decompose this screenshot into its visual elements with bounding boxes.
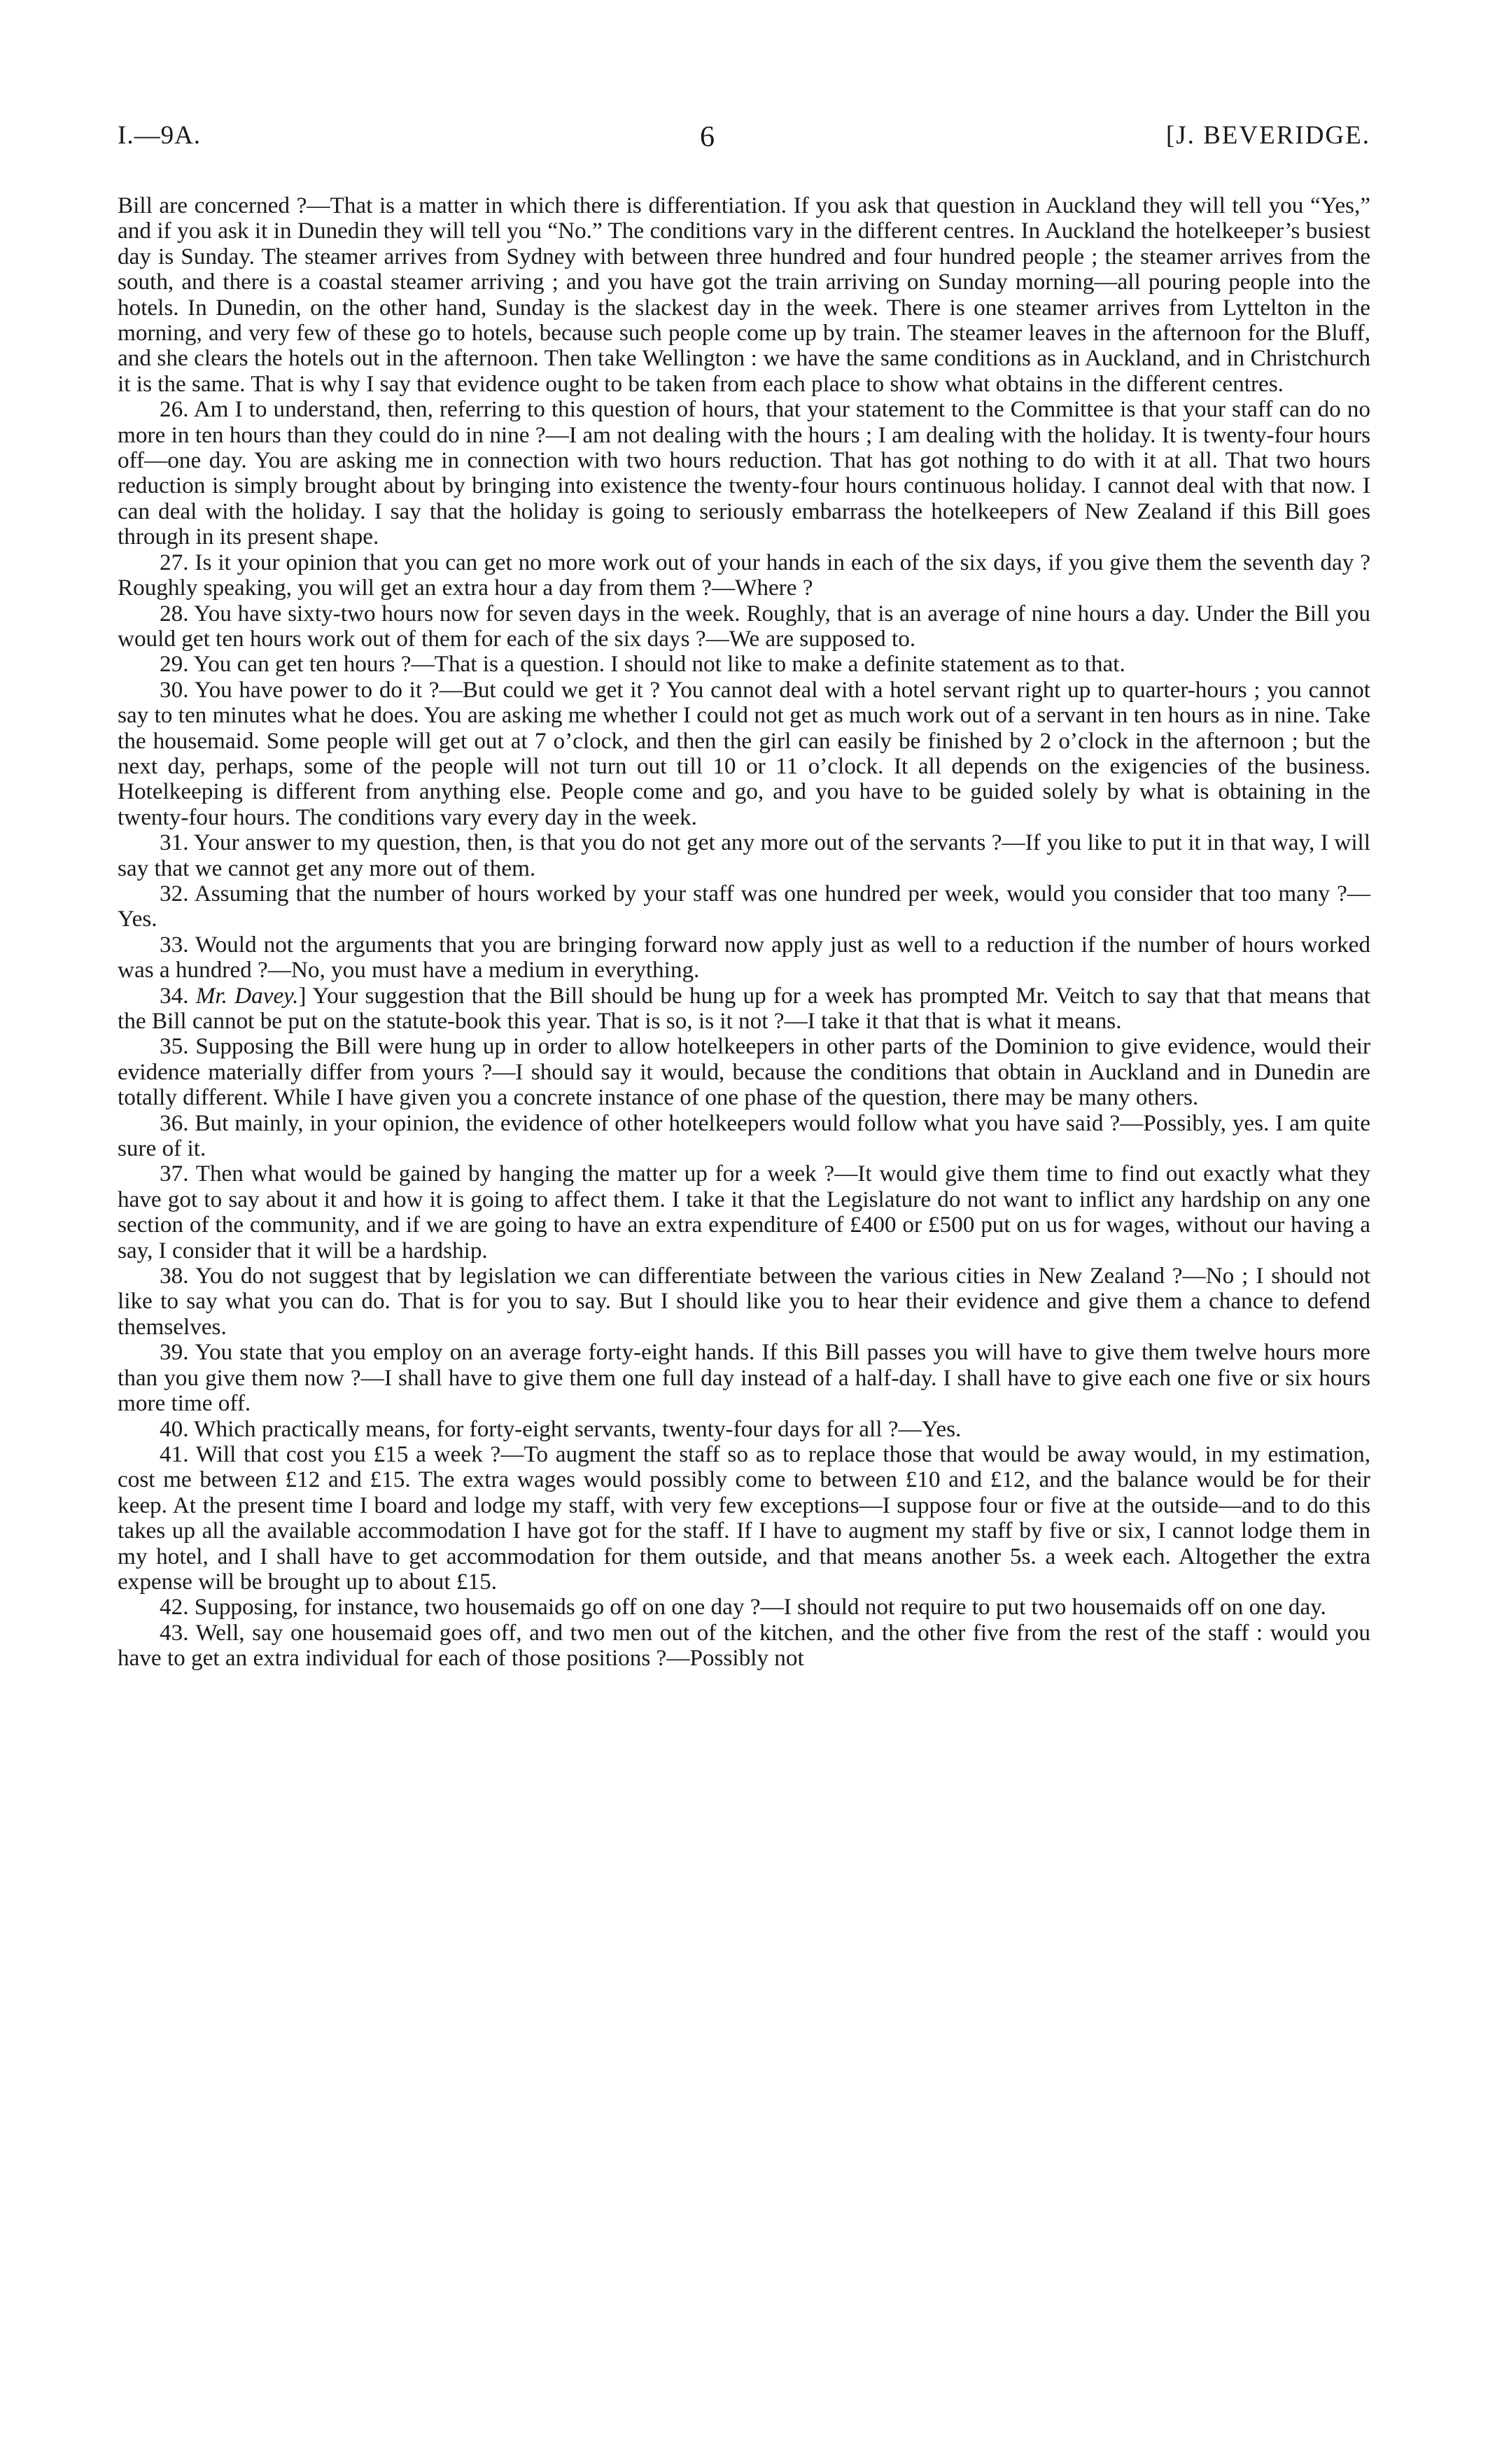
question-38: 38. You do not suggest that by legislation we can differentiate between the various cities in New Zealand ?—No ; I should not like to say what you can do. That is for you to say. But I should like you to hear their evidence and give them a chance to defend themselves. xyxy=(118,1263,1370,1340)
question-number: 34. xyxy=(160,982,189,1009)
speaker-name: Mr. Davey. xyxy=(195,982,299,1009)
question-28: 28. You have sixty-two hours now for seven days in the week. Roughly, that is an average of nine hours a day. Under the Bill you would get ten hours work out of them for each of the six days ?—We are supposed to. xyxy=(118,600,1370,652)
question-33: 33. Would not the arguments that you are bringing forward now apply just as well to a reduction if the number of hours worked was a hundred ?—No, you must have a medium in everything. xyxy=(118,931,1370,983)
question-36: 36. But mainly, in your opinion, the evidence of other hotelkeepers would follow what you have said ?—Possibly, yes. I am quite sure of it. xyxy=(118,1110,1370,1162)
paragraph-continuation: Bill are concerned ?—That is a matter in which there is differentiation. If you ask that question in Auckland they will tell you “Yes,” and if you ask it in Dunedin they will tell you “No.” The conditions vary in the different centres. In Auckland the hotelkeeper’s busiest day is Sunday. The steamer arrives from Sydney with between three hundred and four hundred people ; the steamer arrives from the south, and there is a coastal steamer arriving ; and you have got the train arriving on Sunday morning—all pouring people into the hotels. In Dunedin, on the other hand, Sunday is the slackest day in the week. There is one steamer arrives from Lyttelton in the morning, and very few of these go to hotels, because such people come up by train. The steamer leaves in the afternoon for the Bluff, and she clears the hotels out in the afternoon. Then take Wellington : we have the same conditions as in Auckland, and in Christchurch it is the same. That is why I say that evidence ought to be taken from each place to show what obtains in the different centres. xyxy=(118,192,1370,397)
question-34 xyxy=(118,983,1370,1035)
page-header xyxy=(118,120,1370,162)
question-34-text: ] Your suggestion that the Bill should be hung up for a week has prompted Mr. Veitch to say that that means that the Bill cannot be put on the statute-book this year. That is so, is it not ?—I take it that that is what it means. xyxy=(118,982,1371,1034)
question-27: 27. Is it your opinion that you can get no more work out of your hands in each of the six days, if you give them the seventh day ? Roughly speaking, you will get an extra hour a day from them ?—Where ? xyxy=(118,549,1370,601)
question-41: 41. Will that cost you £15 a week ?—To augment the staff so as to replace those that would be away would, in my estimation, cost me between £12 and £15. The extra wages would possibly come to between £10 and £12, and the balance would be for their keep. At the present time I board and lodge my staff, with very few exceptions—I suppose four or five at the outside—and to do this takes up all the available accommodation I have got for the staff. If I have to augment my staff by five or six, I cannot lodge them in my hotel, and I shall have to get accommodation for them outside, and that means another 5s. a week each. Altogether the extra expense will be brought up to about £15. xyxy=(118,1441,1370,1595)
evidence-text xyxy=(118,193,1370,1672)
question-37: 37. Then what would be gained by hanging the matter up for a week ?—It would give them time to find out exactly what they have got to say about it and how it is going to affect them. I take it that the Legislature do not want to inflict any hardship on any one section of the community, and if we are going to have an extra expenditure of £400 or £500 put on us for wages, without our having a say, I consider that it will be a hardship. xyxy=(118,1161,1370,1264)
document-reference: I.—9A. xyxy=(118,121,202,150)
question-26: 26. Am I to understand, then, referring to this question of hours, that your statement to the Committee is that your staff can do no more in ten hours than they could do in nine ?—I am not dealing with the hours ; I am dealing with the holiday. It is twenty-four hours off—one day. You are asking me in connection with two hours reduction. That has got nothing to do with it at all. That two hours reduction is simply brought about by bringing into existence the twenty-four hours continuous holiday. I cannot deal with that now. I can deal with the holiday. I say that the holiday is going to seriously embarrass the hotelkeepers of New Zealand if this Bill goes through in its present shape. xyxy=(118,396,1370,550)
question-39: 39. You state that you employ on an average forty-eight hands. If this Bill passes you will have to give them twelve hours more than you give them now ?—I shall have to give them one full day instead of a half-day. I shall have to give each one five or six hours more time off. xyxy=(118,1339,1370,1417)
question-42: 42. Supposing, for instance, two housemaids go off on one day ?—I should not require to put two housemaids off on one day. xyxy=(160,1594,1326,1620)
witness-name: [J. BEVERIDGE. xyxy=(1165,121,1370,150)
question-29: 29. You can get ten hours ?—That is a question. I should not like to make a definite statement as to that. xyxy=(160,651,1125,678)
question-31: 31. Your answer to my question, then, is that you do not get any more out of the servants ?—If you like to put it in that way, I will say that we cannot get any more out of them. xyxy=(118,830,1370,881)
question-32: 32. Assuming that the number of hours worked by your staff was one hundred per week, would you consider that too many ?—Yes. xyxy=(118,880,1370,932)
question-30: 30. You have power to do it ?—But could we get it ? You cannot deal with a hotel servant right up to quarter-hours ; you cannot say to ten minutes what he does. You are asking me whether I could not get as much work out of a servant in ten hours as in nine. Take the housemaid. Some people will get out at 7 o’clock, and then the girl can easily be finished by 2 o’clock in the afternoon ; but the next day, perhaps, some of the people will not turn out till 10 or 11 o’clock. It all depends on the exigencies of the business. Hotelkeeping is different from anything else. People come and go, and you have to be guided solely by what is obtaining in the twenty-four hours. The conditions vary every day in the week. xyxy=(118,676,1370,830)
question-35: 35. Supposing the Bill were hung up in order to allow hotelkeepers in other parts of the Dominion to give evidence, would their evidence materially differ from yours ?—I should say it would, because the conditions that obtain in Auckland and in Dunedin are totally different. While I have given you a concrete instance of one phase of the question, there may be many others. xyxy=(118,1033,1370,1111)
page-number: 6 xyxy=(700,121,715,153)
question-43: 43. Well, say one housemaid goes off, and two men out of the kitchen, and the other five from the rest of the staff : would you have to get an extra individual for each of those positions ?—Possibly not xyxy=(118,1619,1370,1672)
question-40: 40. Which practically means, for forty-eight servants, twenty-four days for all ?—Yes. xyxy=(160,1415,962,1442)
